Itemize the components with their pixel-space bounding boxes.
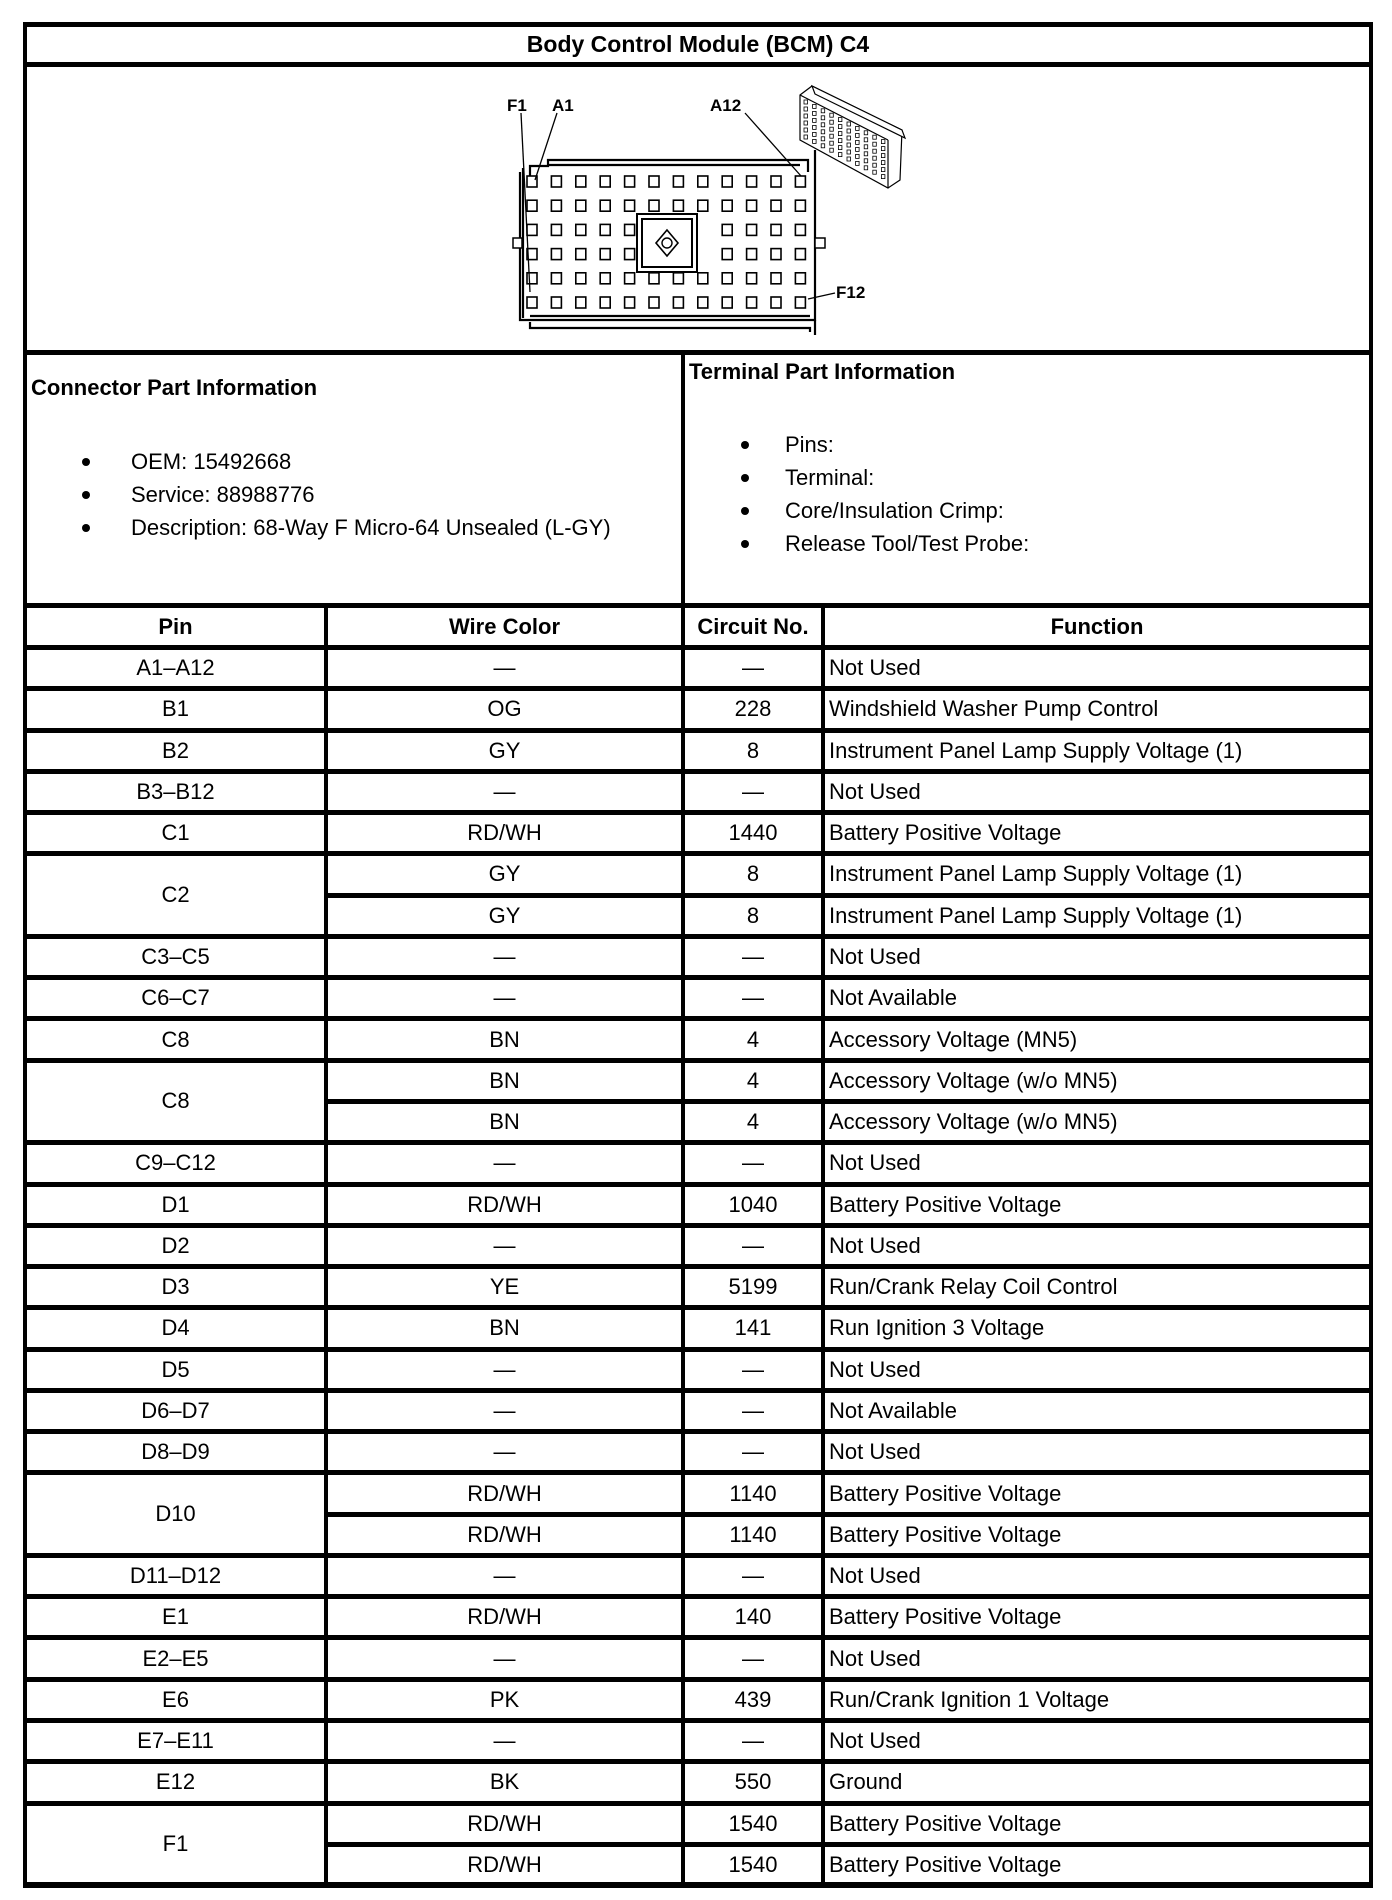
wire-color-cell: — <box>493 1356 516 1382</box>
wire-color-cell: — <box>493 1150 516 1176</box>
function-cell: Not Used <box>829 1356 921 1382</box>
pin-cell: E12 <box>155 1769 196 1795</box>
function-cell: Not Used <box>829 1150 921 1176</box>
circuit-cell: 439 <box>734 1686 772 1712</box>
function-cell: Run/Crank Relay Coil Control <box>829 1274 1118 1300</box>
function-cell: Run Ignition 3 Voltage <box>829 1315 1045 1341</box>
circuit-cell: 4 <box>746 1109 760 1135</box>
circuit-cell: 141 <box>734 1315 772 1341</box>
pin-cell: E1 <box>162 1604 189 1630</box>
part-info-divider <box>681 350 685 608</box>
pin-cell: D10 <box>155 1501 196 1527</box>
header-pin: Pin <box>158 613 193 639</box>
function-cell: Battery Positive Voltage <box>829 1480 1062 1506</box>
circuit-cell: — <box>742 1563 764 1589</box>
row-divider <box>23 1016 1373 1021</box>
pin-cell: D2 <box>161 1232 190 1258</box>
connector-face-icon <box>490 80 930 340</box>
circuit-cell: 1440 <box>728 820 778 846</box>
diagram-divider <box>23 350 1373 355</box>
wire-color-cell: RD/WH <box>467 1521 542 1547</box>
circuit-cell: — <box>742 1439 764 1465</box>
wire-color-cell: — <box>493 1645 516 1671</box>
circuit-cell: 140 <box>734 1604 772 1630</box>
terminal-info-heading: Terminal Part Information <box>689 359 956 384</box>
wire-color-cell: RD/WH <box>467 820 542 846</box>
pin-cell: C2 <box>161 882 190 908</box>
function-cell: Not Used <box>829 1728 921 1754</box>
function-cell: Battery Positive Voltage <box>829 820 1062 846</box>
row-divider <box>23 851 1373 856</box>
function-cell: Run/Crank Ignition 1 Voltage <box>829 1686 1110 1712</box>
function-cell: Instrument Panel Lamp Supply Voltage (1) <box>829 902 1243 928</box>
circuit-cell: 550 <box>734 1769 772 1795</box>
label-a12: A12 <box>710 96 742 115</box>
wire-color-cell: YE <box>489 1274 520 1300</box>
pin-cell: C6–C7 <box>141 985 210 1011</box>
bullet-icon <box>741 507 749 515</box>
function-cell: Battery Positive Voltage <box>829 1604 1062 1630</box>
function-cell: Accessory Voltage (MN5) <box>829 1026 1078 1052</box>
header-circuit-no: Circuit No. <box>697 613 809 639</box>
circuit-cell: 1540 <box>728 1810 778 1836</box>
wire-color-cell: — <box>493 1728 516 1754</box>
pin-cell: B3–B12 <box>136 778 215 804</box>
function-cell: Battery Positive Voltage <box>829 1521 1062 1547</box>
circuit-cell: — <box>742 944 764 969</box>
wire-color-cell: GY <box>488 737 521 763</box>
row-divider <box>23 1635 1373 1640</box>
circuit-cell: — <box>742 1728 764 1754</box>
wire-color-cell: RD/WH <box>467 1851 542 1877</box>
wire-color-cell: RD/WH <box>467 1191 542 1217</box>
pin-cell: D5 <box>161 1356 190 1382</box>
wire-color-cell: BN <box>489 1067 520 1093</box>
wire-color-cell: — <box>493 1439 516 1465</box>
page-title: Body Control Module (BCM) C4 <box>526 31 870 57</box>
function-cell: Not Used <box>829 655 921 681</box>
pin-cell: F1 <box>162 1831 189 1857</box>
function-cell: Battery Positive Voltage <box>829 1851 1062 1877</box>
pin-cell: D3 <box>161 1274 190 1300</box>
circuit-cell: 8 <box>746 861 760 887</box>
function-cell: Not Available <box>829 985 958 1011</box>
function-cell: Battery Positive Voltage <box>829 1810 1062 1836</box>
row-divider <box>23 686 1373 691</box>
circuit-cell: 4 <box>746 1026 760 1052</box>
wire-color-cell: BK <box>489 1769 520 1795</box>
function-cell: Windshield Washer Pump Control <box>829 696 1159 722</box>
pin-cell: D11–D12 <box>129 1563 222 1589</box>
bullet-icon <box>741 441 749 449</box>
function-cell: Not Available <box>829 1397 958 1423</box>
wire-color-cell: GY <box>488 861 521 887</box>
header-wire-color: Wire Color <box>448 613 561 639</box>
function-cell: Instrument Panel Lamp Supply Voltage (1) <box>829 861 1243 887</box>
header-function: Function <box>1050 613 1144 639</box>
function-cell: Not Used <box>829 944 921 969</box>
pin-cell: D4 <box>161 1315 190 1341</box>
row-divider <box>23 1883 1373 1888</box>
circuit-cell: 4 <box>746 1067 760 1093</box>
function-cell: Battery Positive Voltage <box>829 1191 1062 1217</box>
wire-color-cell: — <box>493 778 516 804</box>
bullet-icon <box>82 491 90 499</box>
circuit-cell: 8 <box>746 902 760 928</box>
circuit-cell: 5199 <box>728 1274 778 1300</box>
circuit-cell: — <box>742 1645 764 1671</box>
row-divider <box>23 1470 1373 1475</box>
bullet-icon <box>741 474 749 482</box>
pin-cell: D6–D7 <box>141 1397 210 1423</box>
connector-diagram <box>490 80 930 340</box>
wire-color-cell: — <box>493 944 516 969</box>
circuit-cell: — <box>742 1397 764 1423</box>
circuit-cell: — <box>742 1150 764 1176</box>
circuit-cell: — <box>742 1356 764 1382</box>
circuit-cell: 1540 <box>728 1851 778 1877</box>
function-cell: Not Used <box>829 1439 921 1465</box>
center-key <box>637 214 697 272</box>
bullet-icon <box>741 540 749 548</box>
function-cell: Not Used <box>829 778 921 804</box>
label-f12: F12 <box>836 283 866 302</box>
pin-cell: C8 <box>161 1088 190 1114</box>
wire-color-cell: BN <box>489 1109 520 1135</box>
function-cell: Instrument Panel Lamp Supply Voltage (1) <box>829 737 1243 763</box>
pin-cell: C9–C12 <box>135 1150 216 1176</box>
function-cell: Not Used <box>829 1232 921 1258</box>
circuit-cell: 8 <box>746 737 760 763</box>
wire-color-cell: RD/WH <box>467 1810 542 1836</box>
wire-color-cell: OG <box>487 696 522 722</box>
pin-cell: C3–C5 <box>141 944 210 969</box>
pin-cell: C8 <box>161 1026 190 1052</box>
row-divider <box>23 1759 1373 1764</box>
bullet-icon <box>82 524 90 532</box>
pin-cell: E6 <box>162 1686 189 1712</box>
circuit-cell: — <box>742 778 764 804</box>
connector-info-heading: Connector Part Information <box>31 375 318 400</box>
function-cell: Accessory Voltage (w/o MN5) <box>829 1109 1118 1135</box>
row-divider <box>23 1305 1373 1310</box>
pin-cell: A1–A12 <box>136 655 215 681</box>
pin-cell: E7–E11 <box>137 1728 214 1754</box>
circuit-cell: — <box>742 985 764 1011</box>
wire-color-cell: PK <box>489 1686 520 1712</box>
title-divider <box>23 62 1373 67</box>
wire-color-cell: BN <box>489 1315 520 1341</box>
function-cell: Not Used <box>829 1645 921 1671</box>
wire-color-cell: RD/WH <box>467 1480 542 1506</box>
wire-color-cell: — <box>493 655 516 681</box>
wire-color-cell: RD/WH <box>467 1604 542 1630</box>
circuit-cell: — <box>742 1232 764 1258</box>
circuit-cell: 1140 <box>729 1480 777 1506</box>
wire-color-cell: BN <box>489 1026 520 1052</box>
wire-color-cell: GY <box>488 902 521 928</box>
label-a1: A1 <box>552 96 574 115</box>
function-cell: Accessory Voltage (w/o MN5) <box>829 1067 1118 1093</box>
pin-cell: D1 <box>161 1191 190 1217</box>
circuit-cell: — <box>742 655 764 681</box>
pin-cell: B2 <box>162 737 189 763</box>
function-cell: Not Used <box>829 1563 921 1589</box>
pin-cell: D8–D9 <box>141 1439 210 1465</box>
table-border-right <box>1369 22 1373 1887</box>
wire-color-cell: — <box>493 1563 516 1589</box>
pin-cell: C1 <box>161 820 190 846</box>
wire-color-cell: — <box>493 1397 516 1423</box>
pin-cell: E2–E5 <box>142 1645 209 1671</box>
wire-color-cell: — <box>493 1232 516 1258</box>
circuit-cell: 228 <box>734 696 772 722</box>
function-cell: Ground <box>829 1769 903 1795</box>
pin-cell: B1 <box>162 696 189 722</box>
wire-color-cell: — <box>493 985 516 1011</box>
circuit-cell: 1040 <box>728 1191 778 1217</box>
bullet-icon <box>82 458 90 466</box>
label-f1: F1 <box>507 96 527 115</box>
circuit-cell: 1140 <box>729 1521 777 1547</box>
